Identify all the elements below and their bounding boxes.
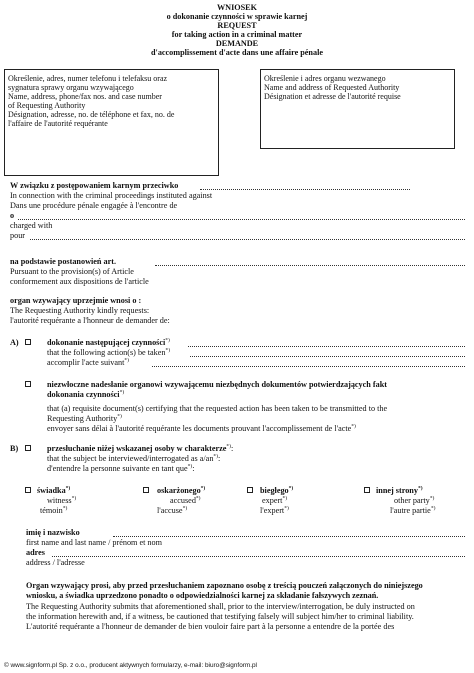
section-a-label: A) xyxy=(10,338,19,347)
title-pl: WNIOSEK xyxy=(216,3,258,12)
right-box-line: Name and address of Requested Authority xyxy=(264,83,400,92)
interview-label-fr: d'entendre la personne suivante en tant que*): xyxy=(47,463,195,473)
documents-label-en: that (a) requisite document(s) certifying that the requested action has been taken to be transmitted to the xyxy=(47,404,388,413)
accused-label-pl: oskarżonego*) xyxy=(157,485,206,495)
charged-field-2[interactable] xyxy=(30,239,465,240)
action-field[interactable] xyxy=(188,346,465,347)
title-fr: DEMANDE xyxy=(215,39,259,48)
charged-field[interactable] xyxy=(18,219,465,220)
left-box-line: Name, address, phone/fax nos. and case number xyxy=(8,92,162,101)
action-field-3[interactable] xyxy=(152,366,465,367)
action-label-fr: accomplir l'acte suivant*) xyxy=(47,357,129,367)
action-field-2[interactable] xyxy=(190,356,465,357)
subtitle-pl: o dokonanie czynności w sprawie karnej xyxy=(166,12,308,21)
expert-checkbox[interactable] xyxy=(247,487,253,493)
accused-checkbox[interactable] xyxy=(143,487,149,493)
requests-label-fr: l'autorité requérante a l'honneur de demander de: xyxy=(10,316,170,325)
documents-label-en-2: Requesting Authority*) xyxy=(47,413,122,423)
address-field[interactable] xyxy=(52,556,465,557)
address-label-pl: adres xyxy=(26,548,45,557)
left-box-line: Désignation, adresse, no. de téléphone et fax, no. de xyxy=(8,110,175,119)
requests-label-en: The Requesting Authority kindly requests: xyxy=(10,306,150,315)
witness-label-fr: témoin*) xyxy=(40,505,68,515)
closing-fr: L'autorité requérante a l'honneur de demander de bien vouloir faire part à la personne a entendre de la portée des xyxy=(26,622,395,631)
expert-label-fr: l'expert*) xyxy=(260,505,289,515)
name-field[interactable] xyxy=(113,536,465,537)
proceedings-label-en: In connection with the criminal proceedings instituted against xyxy=(10,191,213,200)
documents-checkbox[interactable] xyxy=(25,381,31,387)
requested-authority-box[interactable] xyxy=(260,69,455,149)
footer-copyright: © www.signform.pl Sp. z o.o., producent aktywnych formularzy, e-mail: biuro@signform.pl xyxy=(4,662,257,669)
documents-label-pl: niezwłoczne nadesłanie organowi wzywającemu niezbędnych dokumentów potwierdzających fakt xyxy=(47,380,387,389)
witness-checkbox[interactable] xyxy=(25,487,31,493)
basis-label-fr: conformement aux dispositions de l'article xyxy=(10,277,149,286)
right-box-line: Désignation et adresse de l'autorité requise xyxy=(264,92,401,101)
charged-label-en: charged with xyxy=(10,221,53,230)
interview-label-en: that the subject be interviewed/interrogated as a/an*): xyxy=(47,453,221,463)
accused-label-fr: l'accuse*) xyxy=(157,505,188,515)
closing-en-2: the information herewith and, if a witness, be cautioned that testifying falsely will subject him/her to criminal liability. xyxy=(26,612,414,621)
section-b-label: B) xyxy=(10,444,19,453)
requests-label-pl: organ wzywający uprzejmie wnosi o : xyxy=(10,296,142,305)
name-label-pl: imię i nazwisko xyxy=(26,528,80,537)
witness-label-en: witness*) xyxy=(47,495,77,505)
action-checkbox[interactable] xyxy=(25,339,31,345)
action-label-en: that the following action(s) be taken*) xyxy=(47,347,171,357)
documents-label-fr: envoyer sans délai à l'autorité requérante les documents prouvant l'accomplissement de l'acte*) xyxy=(47,423,356,433)
name-label-en-fr: first name and last name / prénom et nom xyxy=(26,538,162,547)
other-party-label-fr: l'autre partie*) xyxy=(390,505,436,515)
left-box-line: Określenie, adres, numer telefonu i telefaksu oraz xyxy=(8,74,168,83)
proceedings-label-pl: W związku z postępowaniem karnym przeciwko xyxy=(10,181,179,190)
right-box-line: Określenie i adres organu wezwanego xyxy=(264,74,386,83)
other-party-label-en: other party*) xyxy=(394,495,435,505)
proceedings-label-fr: Dans une procédure pénale engagée à l'encontre de xyxy=(10,201,178,210)
requesting-authority-box[interactable] xyxy=(4,69,219,176)
interview-checkbox[interactable] xyxy=(25,445,31,451)
closing-pl-1: Organ wzywający prosi, aby przed przesłuchaniem zapoznano osobę z treścią pouczeń załączonych do niniejszego xyxy=(26,581,423,590)
closing-pl-2: wniosku, a świadka uprzedzono ponadto o odpowiedzialności karnej za składanie fałszywych zeznań. xyxy=(26,591,379,600)
basis-label-pl: na podstawie postanowień art. xyxy=(10,257,116,266)
left-box-line: l'affaire de l'autorité requérante xyxy=(8,119,108,128)
closing-en-1: The Requesting Authority submits that aforementioned shall, prior to the interview/interrogation, be duly instructed on xyxy=(26,602,415,611)
interview-label-pl: przesłuchanie niżej wskazanej osoby w charakterze*): xyxy=(47,443,234,453)
basis-label-en: Pursuant to the provision(s) of Article xyxy=(10,267,134,276)
other-party-label-pl: innej strony*) xyxy=(376,485,423,495)
witness-label-pl: świadka*) xyxy=(37,485,71,495)
expert-label-pl: biegłego*) xyxy=(260,485,294,495)
address-label-en-fr: address / l'adresse xyxy=(26,558,85,567)
charged-label-o: o xyxy=(10,211,15,220)
accused-label-en: accused*) xyxy=(170,495,201,505)
expert-label-en: expert*) xyxy=(262,495,288,505)
action-label-pl: dokonanie następującej czynności*) xyxy=(47,337,170,347)
charged-label-fr: pour xyxy=(10,231,26,240)
title-en: REQUEST xyxy=(217,21,257,30)
left-box-line: sygnatura sprawy organu wzywającego xyxy=(8,83,134,92)
other-party-checkbox[interactable] xyxy=(364,487,370,493)
proceedings-field[interactable] xyxy=(200,189,410,190)
subtitle-fr: d'accomplissement d'acte dans une affaire pénale xyxy=(150,48,323,57)
left-box-line: of Requesting Authority xyxy=(8,101,86,110)
subtitle-en: for taking action in a criminal matter xyxy=(171,30,303,39)
basis-field[interactable] xyxy=(155,265,465,266)
documents-label-pl-2: dokonania czynności*) xyxy=(47,389,125,399)
